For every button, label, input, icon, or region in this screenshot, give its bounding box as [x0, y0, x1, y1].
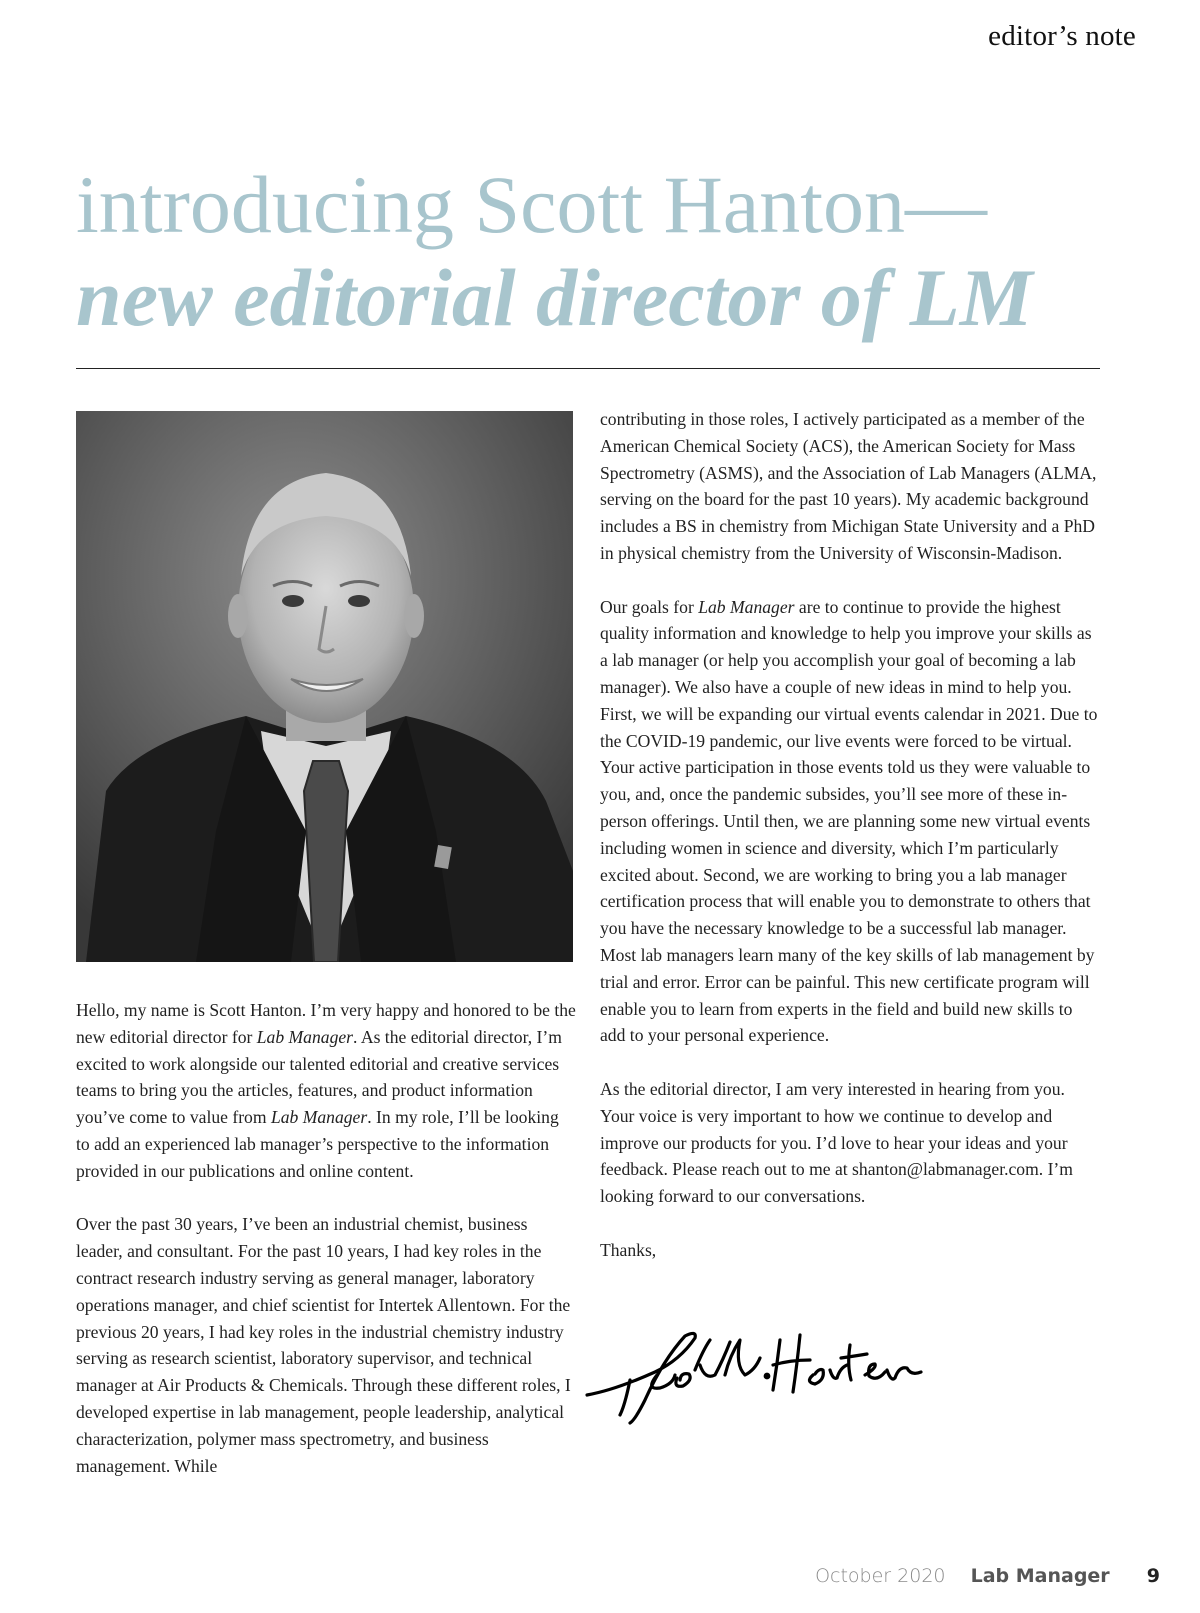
headline: [76, 160, 1106, 346]
magazine-title: Lab Manager: [698, 596, 795, 617]
headline-rule: [76, 368, 1100, 369]
publication-name: Lab Manager: [970, 1565, 1110, 1587]
article-left-column: [76, 997, 576, 1506]
paragraph-memberships: contributing in those roles, I actively participated as a member of the American Chemical Society (ACS), the American Society for Mass Spectrometry (ASMS), and the Association of Lab Managers (ALMA, serving on the board for the past 10 years). My academic background includes a BS in chemistry from Michigan State University and a PhD in physical chemistry from the University of Wisconsin-Madison.: [600, 409, 1097, 563]
section-label: editor’s note: [988, 20, 1136, 52]
handwritten-signature-image: [585, 1320, 925, 1430]
closing-salutation: Thanks,: [600, 1239, 657, 1260]
page-number: 9: [1146, 1565, 1160, 1587]
paragraph-experience: Over the past 30 years, I’ve been an industrial chemist, business leader, and consultant. For the past 10 years, I had key roles in the contract research industry serving as general manager, laboratory operations manager, and chief scientist for Intertek Allentown. For the previous 20 years, I had key roles in the industrial chemistry industry serving as research scientist, laboratory supervisor, and technical manager at Air Products & Chemicals. Through these different roles, I developed expertise in lab management, people leadership, analytical characterization, polymer mass spectrometry, and business management. While: [76, 1214, 571, 1476]
paragraph-introduction: Hello, my name is Scott Hanton. I’m very happy and honored to be the new editorial director for Lab Manager. As the editorial director, I’m excited to work alongside our talented editorial and creative services teams to bring you the articles, features, and product information you’ve come to value from Lab Manager. In my role, I’ll be looking to add an experienced lab manager’s perspective to the information provided in our publications and online content.: [76, 1000, 576, 1181]
author-photo: [76, 411, 573, 962]
paragraph-goals: Our goals for Lab Manager are to continue to provide the highest quality information and knowledge to help you improve your skills as a lab manager (or help you accomplish your goal of becoming a lab manager). We also have a couple of new ideas in mind to help you. First, we will be expanding our virtual events calendar in 2021. Due to the COVID-19 pandemic, our live events were forced to be virtual. Your active participation in those events told us they were valuable to you, and, once the pandemic subsides, you’ll see more of these in-person offerings. Until then, we are planning some new virtual events including women in science and diversity, which I’m particularly excited about. Second, we are working to bring you a lab manager certification process that will enable you to demonstrate to others that you have the necessary knowledge to be a successful lab manager. Most lab managers learn many of the key skills of lab management by trial and error. Error can be painful. This new certificate program will enable you to learn from experts in the field and build new skills to add to your personal experience.: [600, 596, 1098, 1046]
magazine-title: Lab Manager: [256, 1026, 354, 1047]
headline-line-2: new editorial director of LM: [76, 252, 1033, 343]
issue-date: October 2020: [815, 1565, 946, 1587]
headline-line-1: introducing Scott Hanton—: [76, 159, 988, 250]
paragraph-contact: As the editorial director, I am very interested in hearing from you. Your voice is very important to how we continue to develop and improve our products for you. I’d love to hear your ideas and your feedback. Please reach out to me at shanton@labmanager.com. I’m looking forward to our conversations.: [600, 1078, 1073, 1207]
article-right-column: [600, 406, 1100, 1290]
signature: [585, 1320, 925, 1430]
magazine-title: Lab Manager: [270, 1107, 368, 1128]
author-portrait-illustration: [76, 411, 573, 962]
page-footer: [815, 1561, 1160, 1591]
